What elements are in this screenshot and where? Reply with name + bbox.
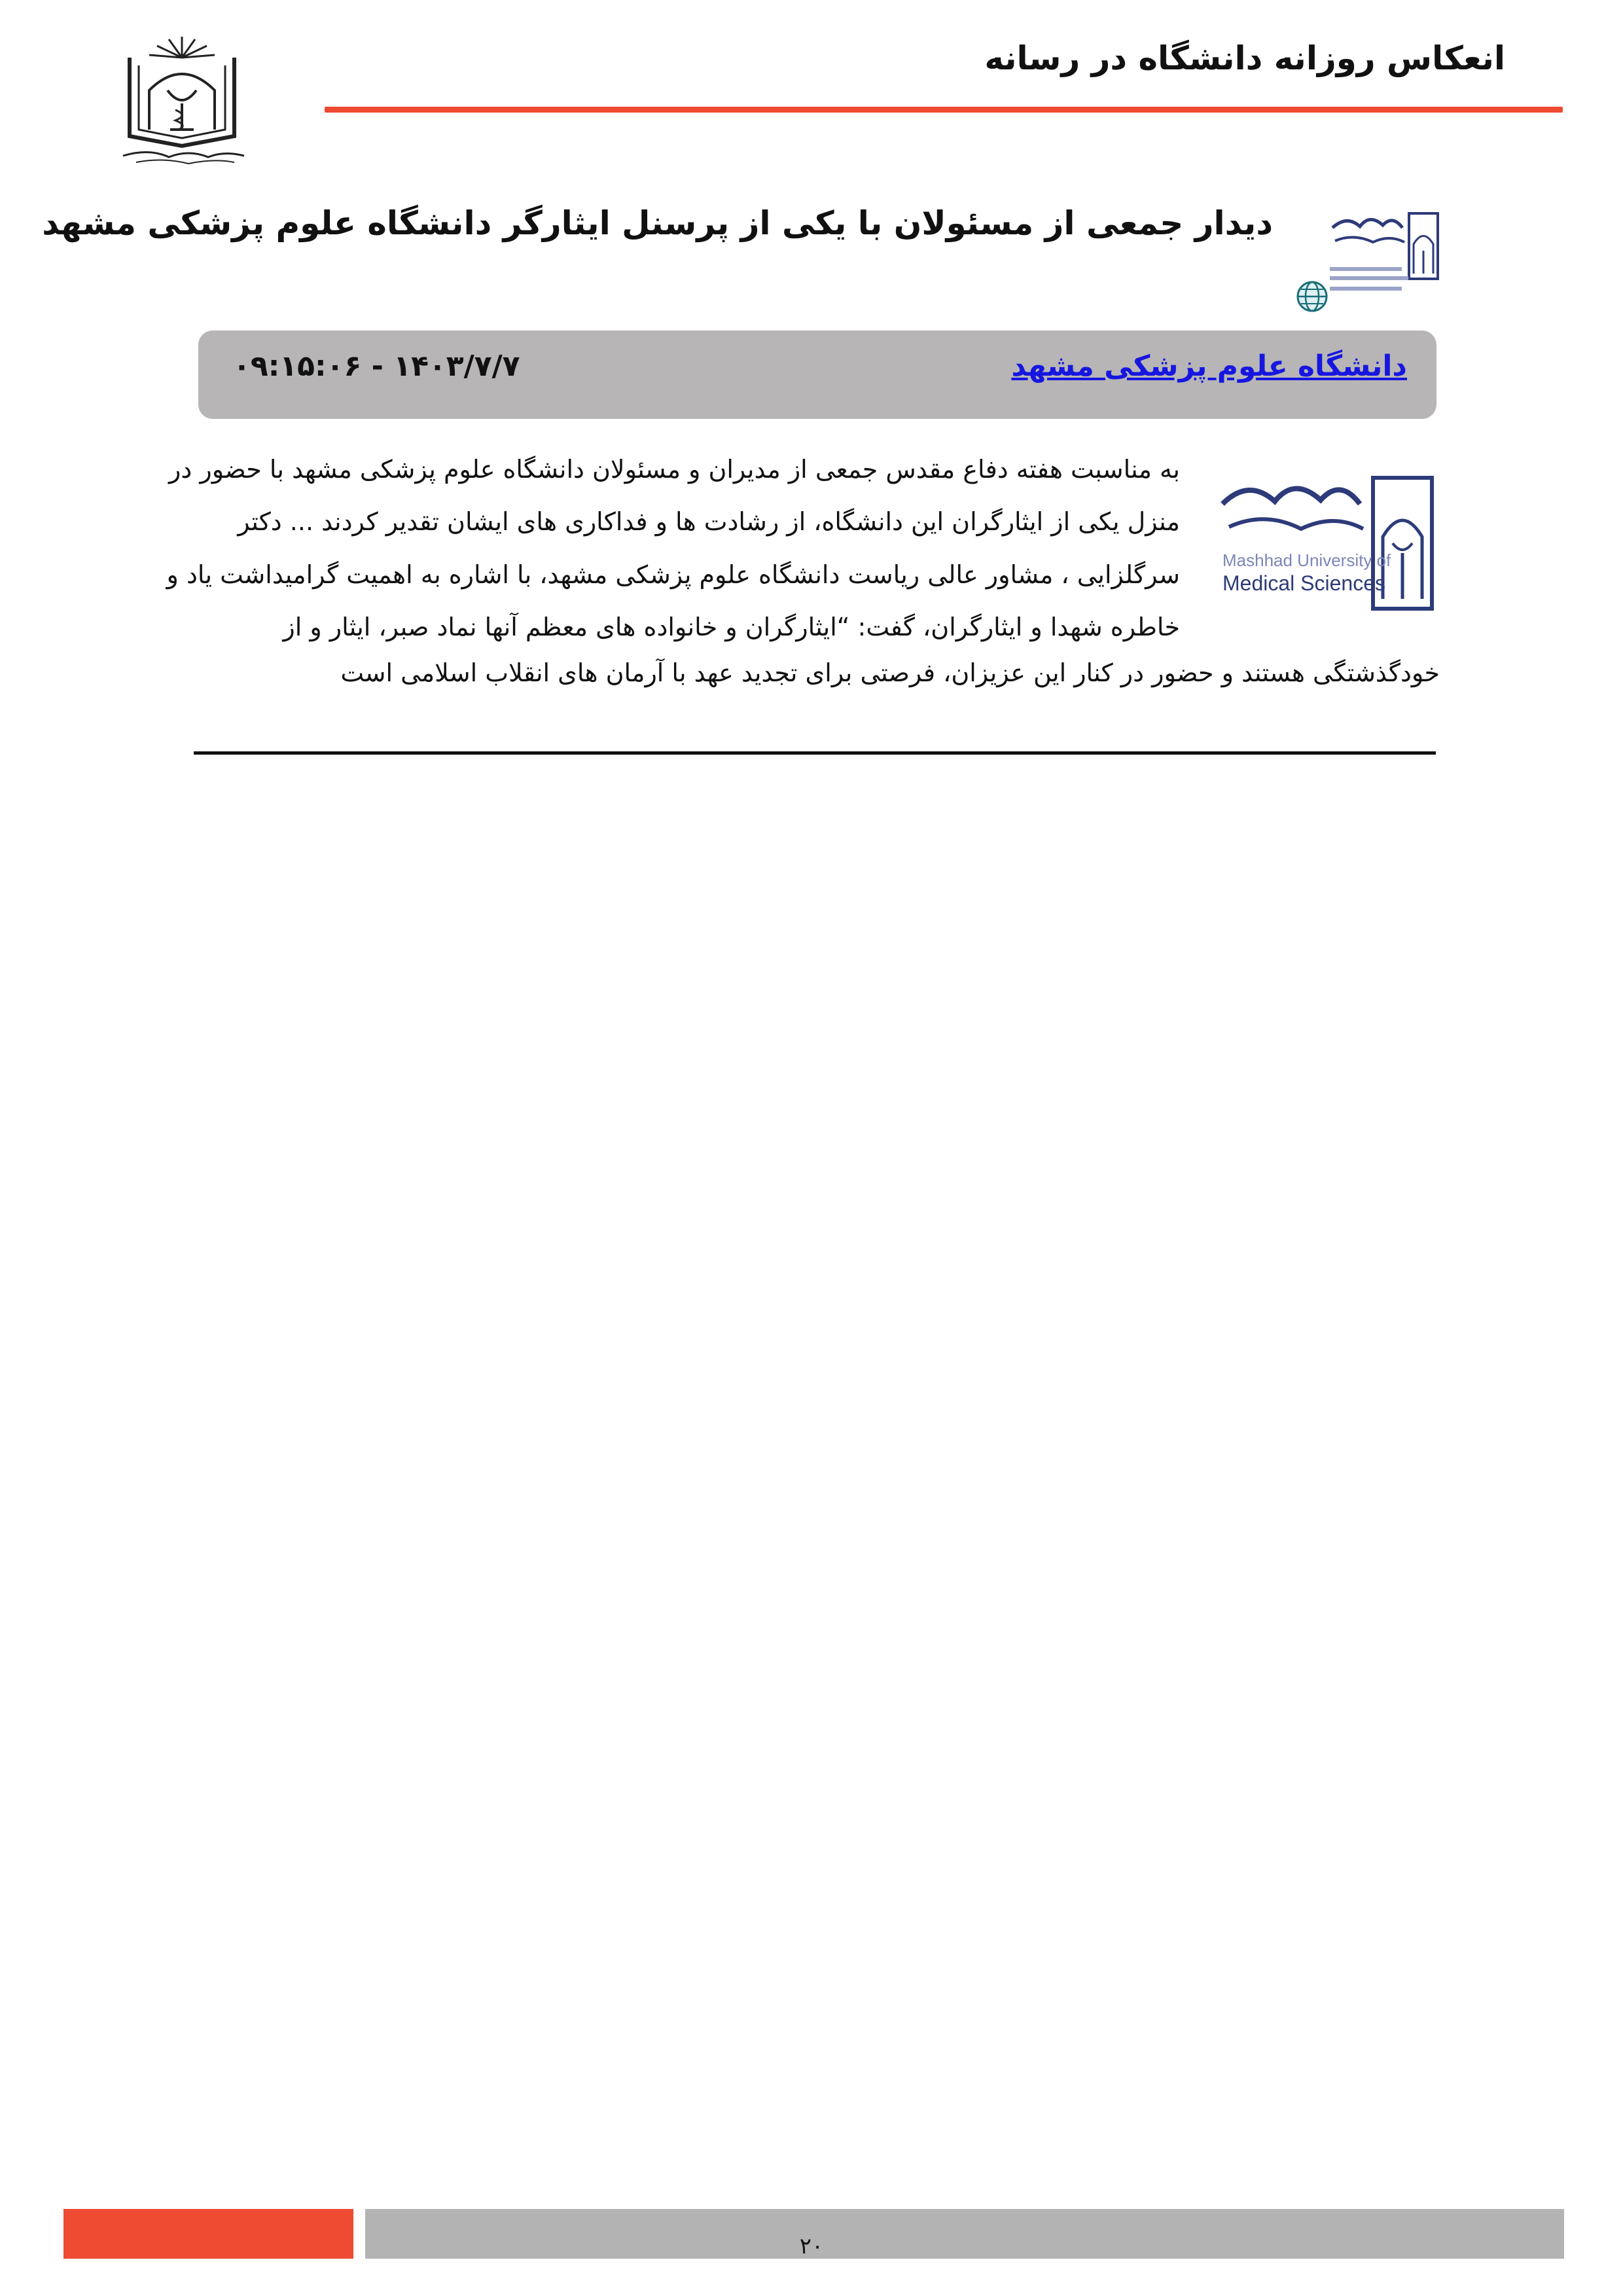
footer-bar: [365, 2209, 1564, 2259]
page-number: ۲۰: [799, 2233, 824, 2259]
svg-text:Medical Sciences: Medical Sciences: [1222, 571, 1385, 595]
header-divider: [325, 107, 1563, 113]
article-divider: [194, 751, 1436, 755]
mashhad-university-logo-icon: [1321, 195, 1445, 312]
globe-icon[interactable]: [1296, 280, 1329, 313]
svg-text:Mashhad University of: Mashhad University of: [1222, 550, 1391, 570]
university-emblem-icon: [110, 31, 254, 166]
body-text-line: خاطره شهدا و ایثارگران، گفت: “ایثارگران و خانواده های معظم آنها نماد صبر، ایثار و از: [283, 613, 1180, 641]
publish-datetime: ۱۴۰۳/۷/۷ - ۰۹:۱۵:۰۶: [233, 350, 520, 383]
body-text-line: منزل یکی از ایثارگران این دانشگاه، از رشادت ها و فداکاری های ایشان تقدیر کردند ... دکتر: [238, 507, 1180, 536]
mashhad-university-logo-icon: [1203, 445, 1445, 624]
body-text-line: خودگذشتگی هستند و حضور در کنار این عزیزان، فرصتی برای تجدید عهد با آرمان های انقلاب اسلامی است: [340, 658, 1440, 687]
body-text-line: به مناسبت هفته دفاع مقدس جمعی از مدیران و مسئولان دانشگاه علوم پزشکی مشهد با حضور در: [169, 455, 1180, 484]
page-header-title: انعکاس روزانه دانشگاه در رسانه: [984, 39, 1505, 77]
source-link[interactable]: دانشگاه علوم پزشکی مشهد: [1011, 350, 1407, 383]
article-title: دیدار جمعی از مسئولان با یکی از پرسنل ایثارگر دانشگاه علوم پزشکی مشهد: [42, 204, 1273, 242]
body-text-line: سرگلزایی ، مشاور عالی ریاست دانشگاه علوم پزشکی مشهد، با اشاره به اهمیت گرامیداشت یاد و: [166, 560, 1180, 589]
footer-accent-bar: [63, 2209, 353, 2259]
